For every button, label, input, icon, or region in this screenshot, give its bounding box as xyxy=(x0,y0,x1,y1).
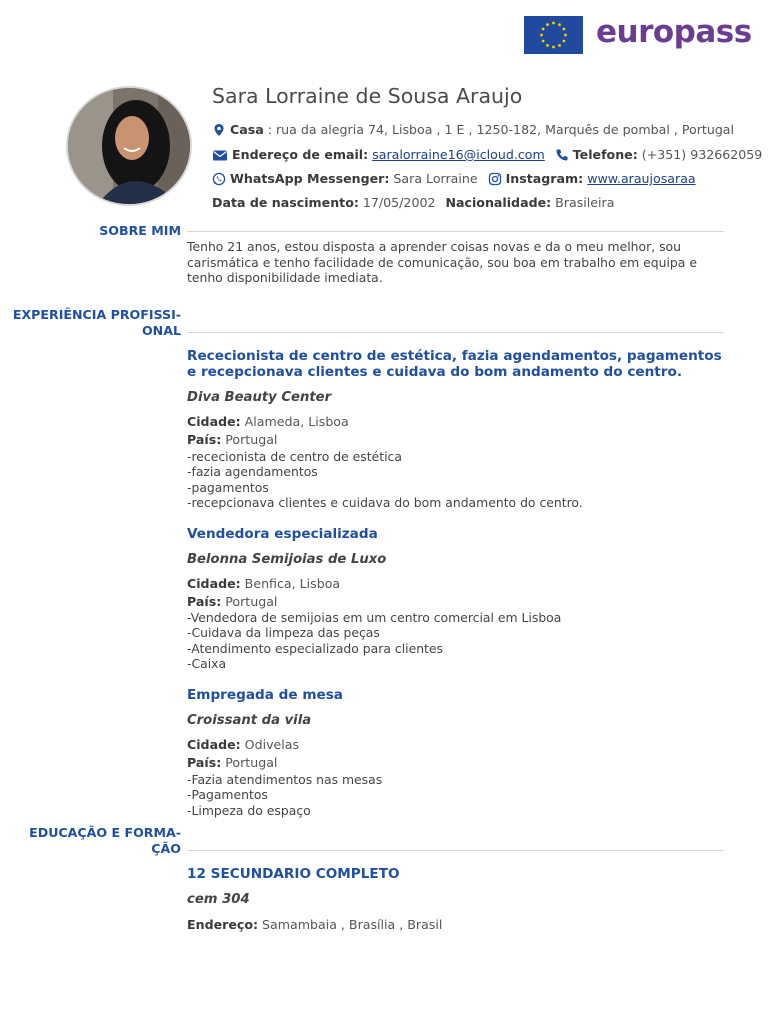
experience-title-line2: ONAL xyxy=(141,323,181,338)
job-duties xyxy=(187,449,583,511)
instagram-label: Instagram: xyxy=(505,171,584,186)
about-text: Tenho 21 anos, estou disposta a aprender coisas novas e da o meu melhor, sou carismática e tenho facilidade de comunicação, sou boa em trabalho em equipa e tenho disponibilidade imediata. xyxy=(187,239,697,285)
job-city xyxy=(187,576,340,592)
duty-line: -Caixa xyxy=(187,656,227,672)
duty-line: -fazia agendamentos xyxy=(187,464,318,480)
location-pin-icon xyxy=(212,123,226,137)
email-label: Endereço de email: xyxy=(232,147,369,162)
job-duties xyxy=(187,610,561,672)
city-label: Cidade: xyxy=(187,576,241,591)
job-title: Rececionista de centro de estética, fazia agendamentos, pagamentos e recepcionava clientes e cuidava do bom andamento do centro. xyxy=(187,348,722,380)
birth-label: Data de nascimento: xyxy=(212,195,359,210)
instagram-link[interactable]: www.araujosaraa xyxy=(587,171,696,186)
city-value: Odivelas xyxy=(240,737,300,752)
whatsapp-value: Sara Lorraine xyxy=(389,171,478,186)
whatsapp-label: WhatsApp Messenger: xyxy=(230,171,390,186)
whatsapp-icon xyxy=(212,172,226,186)
job-country xyxy=(187,594,277,610)
education-title-line2: ÇÃO xyxy=(151,841,181,856)
education-title: 12 SECUNDARIO COMPLETO xyxy=(187,866,400,882)
address-value: Samambaia , Brasília , Brasil xyxy=(258,917,443,932)
birth-nationality-row xyxy=(212,195,614,211)
school-address xyxy=(187,917,442,933)
duty-line: -recepcionava clientes e cuidava do bom andamento do centro. xyxy=(187,495,583,511)
job-country xyxy=(187,432,277,448)
profile-photo xyxy=(66,86,192,206)
education-title-line1: EDUCAÇÃO E FORMA- xyxy=(29,825,181,840)
phone-value: (+351) 932662059 xyxy=(637,147,763,162)
about-divider xyxy=(187,231,724,232)
address-value: : rua da alegria 74, Lisboa , 1 E , 1250-182, Marquês de pombal , Portugal xyxy=(263,122,735,137)
education-divider xyxy=(187,850,724,851)
address-label: Endereço: xyxy=(187,917,259,932)
birth-value: 17/05/2002 xyxy=(358,195,436,210)
city-label: Cidade: xyxy=(187,414,241,429)
candidate-name: Sara Lorraine de Sousa Araujo xyxy=(212,84,523,108)
duty-line: -Vendedora de semijoias em um centro comercial em Lisboa xyxy=(187,610,562,625)
messenger-row xyxy=(212,171,696,187)
job-city xyxy=(187,414,349,430)
job-title: Empregada de mesa xyxy=(187,687,343,703)
employer-name: Croissant da vila xyxy=(187,713,312,728)
job-city xyxy=(187,737,299,753)
duty-line: -Fazia atendimentos nas mesas xyxy=(187,772,383,787)
experience-section-title xyxy=(11,307,181,339)
duty-line: -rececionista de centro de estética xyxy=(187,449,402,464)
envelope-icon xyxy=(212,148,228,162)
country-label: País: xyxy=(187,755,222,770)
experience-divider xyxy=(187,332,724,333)
country-value: Portugal xyxy=(221,594,278,609)
duty-line: -Limpeza do espaço xyxy=(187,802,311,818)
nationality-value: Brasileira xyxy=(551,195,615,210)
phone-icon xyxy=(555,148,569,162)
country-label: País: xyxy=(187,594,222,609)
city-value: Alameda, Lisboa xyxy=(240,414,349,429)
phone-label: Telefone: xyxy=(572,147,638,162)
duty-line: -Atendimento especializado para clientes xyxy=(187,640,443,656)
address-row xyxy=(212,122,734,138)
experience-title-line1: EXPERIÊNCIA PROFISSI- xyxy=(12,307,181,322)
about-section-title: SOBRE MIM xyxy=(99,223,181,238)
school-name: cem 304 xyxy=(187,892,250,907)
eu-flag-logo xyxy=(524,16,583,54)
nationality-label: Nacionalidade: xyxy=(445,195,552,210)
email-phone-row xyxy=(212,147,762,163)
country-label: País: xyxy=(187,432,222,447)
country-value: Portugal xyxy=(221,755,278,770)
europass-logo-text: europass xyxy=(596,14,752,50)
country-value: Portugal xyxy=(221,432,278,447)
job-title: Vendedora especializada xyxy=(187,526,378,542)
job-country xyxy=(187,755,277,771)
email-link[interactable]: saralorraine16@icloud.com xyxy=(372,147,545,162)
city-label: Cidade: xyxy=(187,737,241,752)
address-label: Casa xyxy=(230,122,264,137)
job-duties xyxy=(187,772,382,818)
duty-line: -Cuidava da limpeza das peças xyxy=(187,625,380,641)
education-section-title xyxy=(11,825,181,857)
employer-name: Belonna Semijoias de Luxo xyxy=(187,552,387,567)
employer-name: Diva Beauty Center xyxy=(187,390,332,405)
city-value: Benfica, Lisboa xyxy=(240,576,341,591)
duty-line: -pagamentos xyxy=(187,479,269,495)
duty-line: -Pagamentos xyxy=(187,787,268,803)
instagram-icon xyxy=(488,172,502,186)
